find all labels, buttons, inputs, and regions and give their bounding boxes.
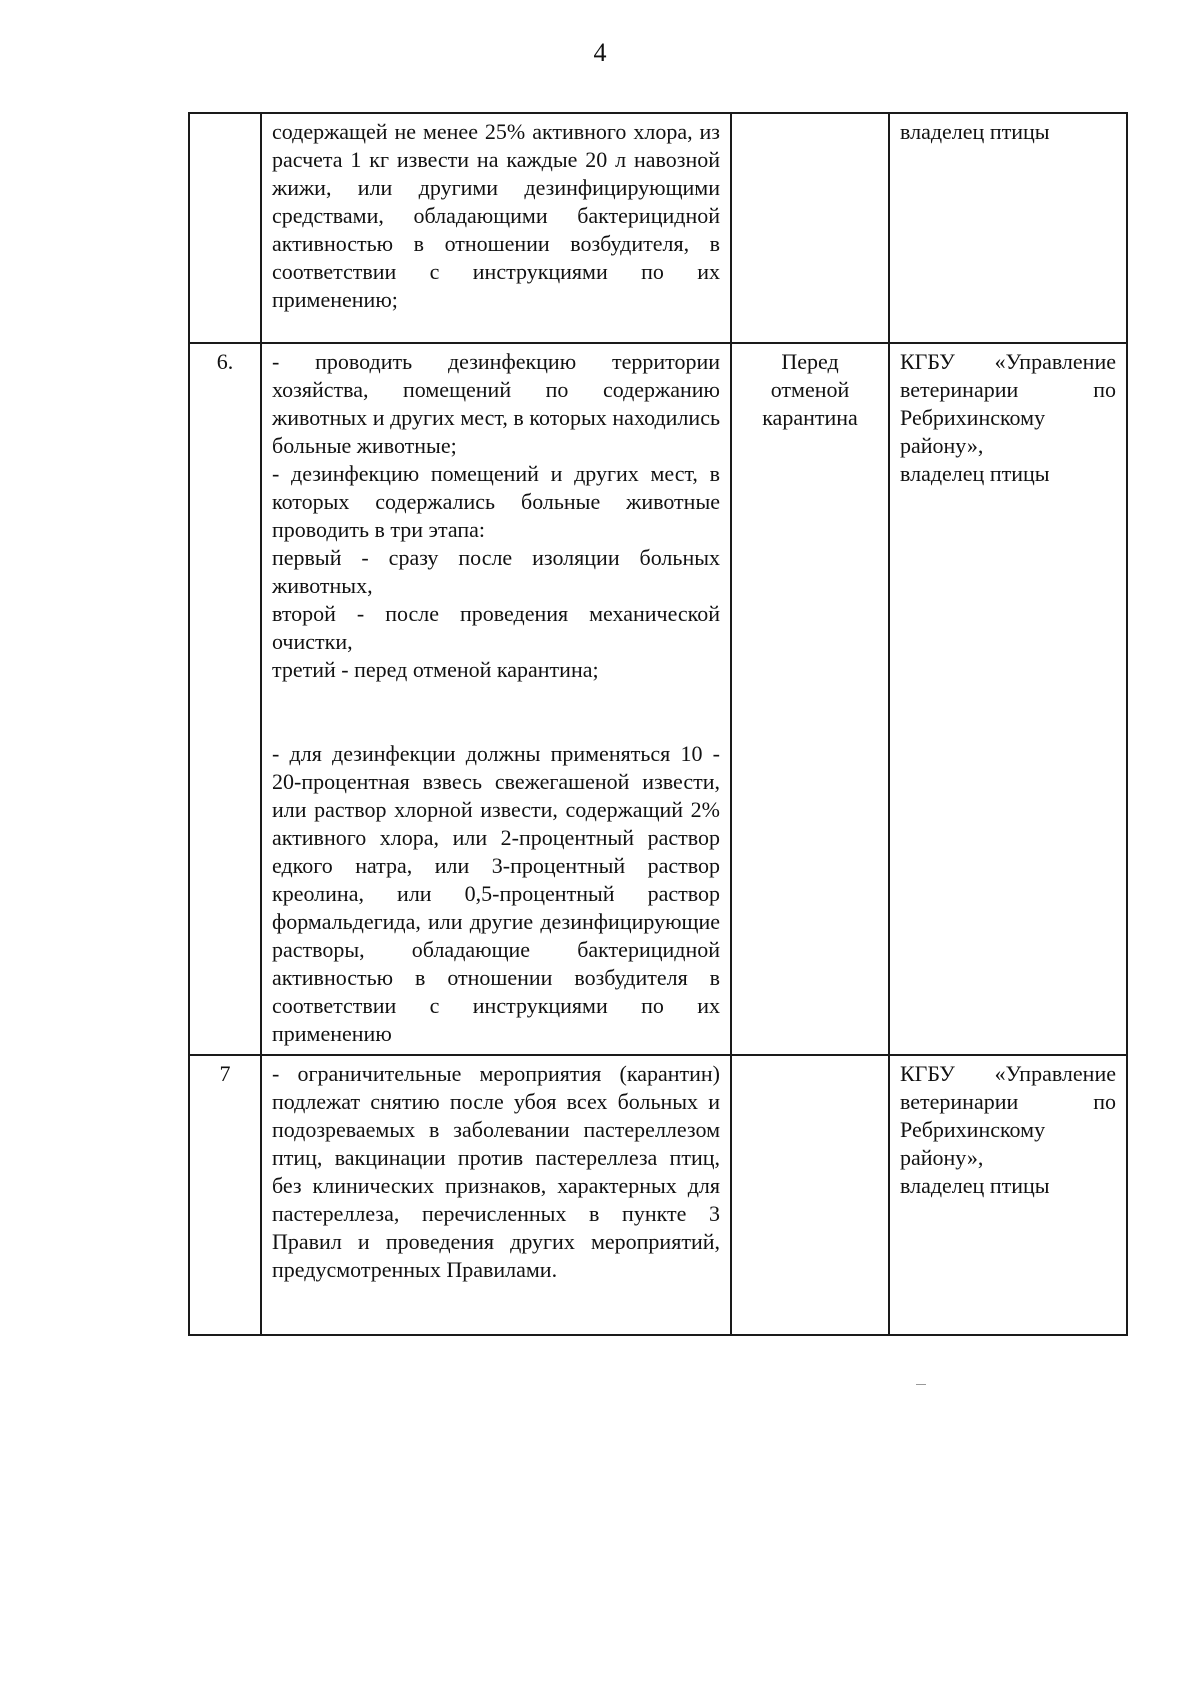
table-row <box>189 113 1127 343</box>
measure-paragraph: - ограничительные мероприятия (карантин) подлежат снятию после убоя всех больных и подозреваемых в заболевании пастереллезом птиц, вакцинации против пастереллеза птиц, без клинических признаков, характерных для пастереллеза, перечисленных в пункте 3 Правил и проведения других мероприятий, предусмотренных Правилами. <box>272 1061 720 1282</box>
measure-paragraph: первый - сразу после изоляции больных животных, <box>272 545 720 598</box>
deadline-cell <box>731 113 889 343</box>
table-row <box>189 1055 1127 1335</box>
responsible-line: Ребрихинскому <box>900 1117 1046 1142</box>
row-number-cell: 6. <box>189 343 261 1055</box>
measure-paragraph: второй - после проведения механической очистки, <box>272 601 720 654</box>
responsible-cell <box>889 1055 1127 1335</box>
row-number-cell <box>189 113 261 343</box>
responsible-line: ветеринарии по <box>900 1089 1116 1114</box>
responsible-line: Ребрихинскому <box>900 405 1046 430</box>
measure-paragraph: третий - перед отменой карантина; <box>272 657 599 682</box>
measure-paragraph: - проводить дезинфекцию территории хозяйства, помещений по содержанию животных и других мест, в которых находились больные животные; <box>272 349 720 458</box>
measure-paragraph: - для дезинфекции должны применяться 10 - 20-процентная взвесь свежегашеной извести, или раствор хлорной извести, содержащий 2% активного хлора, или 2-процентный раствор едкого натра, или 3-процентный раствор креолина, или 0,5-процентный раствор формальдегида, или другие дезинфицирующие растворы, обладающие бактерицидной активностью в отношении возбудителя в соответствии с инструкциями по их применению <box>272 741 720 1046</box>
responsible-line: КГБУ «Управление <box>900 349 1116 374</box>
measure-paragraph: содержащей не менее 25% активного хлора, из расчета 1 кг извести на каждые 20 л навозной жижи, или другими дезинфицирующими средствами, обладающими бактерицидной активностью в отношении возбудителя, в соответствии с инструкциями по их применению; <box>272 119 720 312</box>
measures-table <box>188 112 1128 1336</box>
paragraph-gap <box>272 684 720 740</box>
responsible-line: району», <box>900 433 984 458</box>
responsible-line: району», <box>900 1145 984 1170</box>
row-number-cell: 7 <box>189 1055 261 1335</box>
responsible-line: владелец птицы <box>900 119 1050 144</box>
deadline-line: Перед <box>781 349 839 374</box>
responsible-line: ветеринарии по <box>900 377 1116 402</box>
responsible-line: владелец птицы <box>900 1173 1050 1198</box>
measure-text-cell <box>261 113 731 343</box>
responsible-cell <box>889 113 1127 343</box>
measure-text-cell <box>261 1055 731 1335</box>
deadline-cell <box>731 343 889 1055</box>
measure-paragraph: - дезинфекцию помещений и других мест, в которых содержались больные животные проводить в три этапа: <box>272 461 720 542</box>
deadline-cell <box>731 1055 889 1335</box>
responsible-cell <box>889 343 1127 1055</box>
measure-text-cell <box>261 343 731 1055</box>
responsible-line: владелец птицы <box>900 461 1050 486</box>
deadline-line: карантина <box>762 405 858 430</box>
scan-artifact <box>916 1384 926 1385</box>
page-number: 4 <box>593 38 607 67</box>
deadline-line: отменой <box>770 377 850 402</box>
table-row <box>189 343 1127 1055</box>
responsible-line: КГБУ «Управление <box>900 1061 1116 1086</box>
